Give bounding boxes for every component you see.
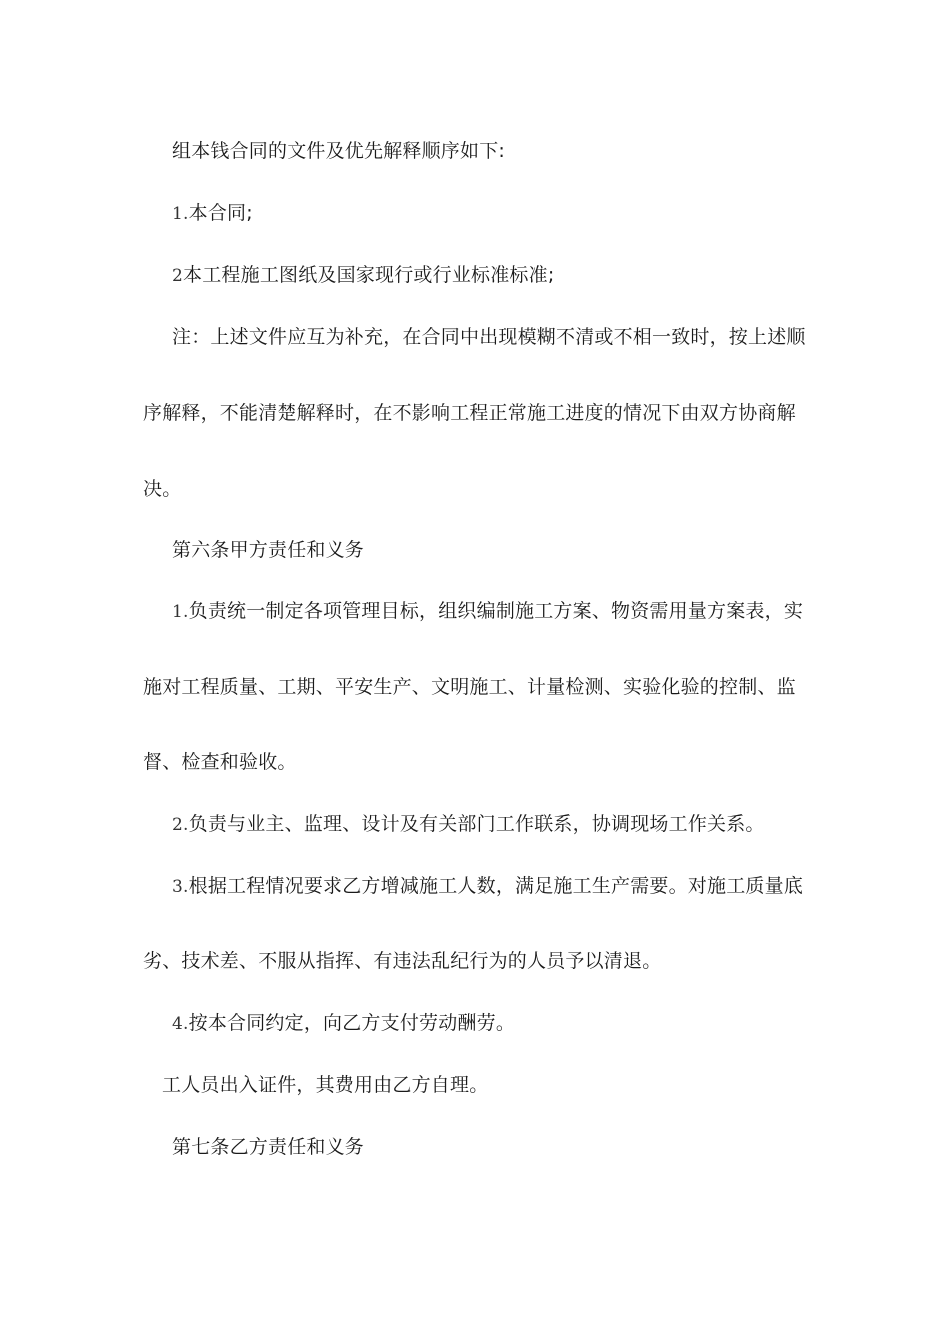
line-text: 第七条乙方责任和义务	[172, 1136, 365, 1158]
note-line-3	[143, 477, 181, 501]
article6-item-4	[172, 1011, 515, 1036]
line-text: 根据工程情况要求乙方增减施工人数，满足施工生产需要。对施工质量底	[188, 875, 804, 897]
line-text: 施对工程质量、工期、平安生产、文明施工、计量检测、实验化验的控制、监	[143, 676, 796, 698]
line-text: 工人员出入证件，其费用由乙方自理。	[162, 1074, 489, 1096]
line-text: 决。	[143, 478, 182, 500]
section-heading-article-7	[172, 1135, 364, 1159]
list-item-2	[172, 263, 554, 288]
line-text: 负责与业主、监理、设计及有关部门工作联系，协调现场工作关系。	[188, 813, 765, 835]
article6-item-1-line-1	[172, 599, 803, 624]
line-text: 注：上述文件应互为补充，在合同中出现模糊不清或不相一致时，按上述顺	[172, 326, 806, 348]
note-line-1	[172, 325, 806, 349]
worker-pass-line	[162, 1073, 488, 1097]
list-number: 2.	[172, 815, 189, 835]
note-line-2	[143, 401, 796, 425]
article6-item-2	[172, 812, 765, 837]
article6-item-1-line-3	[143, 750, 297, 774]
article6-item-3-line-2	[143, 949, 661, 973]
paragraph-contract-documents-order	[172, 139, 505, 163]
line-text: 本合同;	[188, 202, 253, 224]
article6-item-1-line-2	[143, 675, 796, 699]
list-number: 1.	[172, 204, 189, 224]
list-number: 4.	[172, 1014, 189, 1034]
list-item-1	[172, 201, 253, 226]
list-number: 3.	[172, 877, 189, 897]
line-text: 组本钱合同的文件及优先解释顺序如下:	[172, 140, 506, 162]
line-text: 按本合同约定，向乙方支付劳动酬劳。	[188, 1012, 516, 1034]
line-text: 第六条甲方责任和义务	[172, 539, 365, 561]
section-heading-article-6	[172, 538, 364, 562]
line-text: 负责统一制定各项管理目标，组织编制施工方案、物资需用量方案表，实	[188, 600, 804, 622]
article6-item-3-line-1	[172, 874, 803, 899]
list-number: 1.	[172, 602, 189, 622]
line-text: 本工程施工图纸及国家现行或行业标准标准;	[183, 264, 555, 286]
line-text: 督、检查和验收。	[143, 751, 297, 773]
line-text: 序解释，不能清楚解释时，在不影响工程正常施工进度的情况下由双方协商解	[143, 402, 796, 424]
list-number: 2	[172, 266, 184, 286]
line-text: 劣、技术差、不服从指挥、有违法乱纪行为的人员予以清退。	[143, 950, 662, 972]
